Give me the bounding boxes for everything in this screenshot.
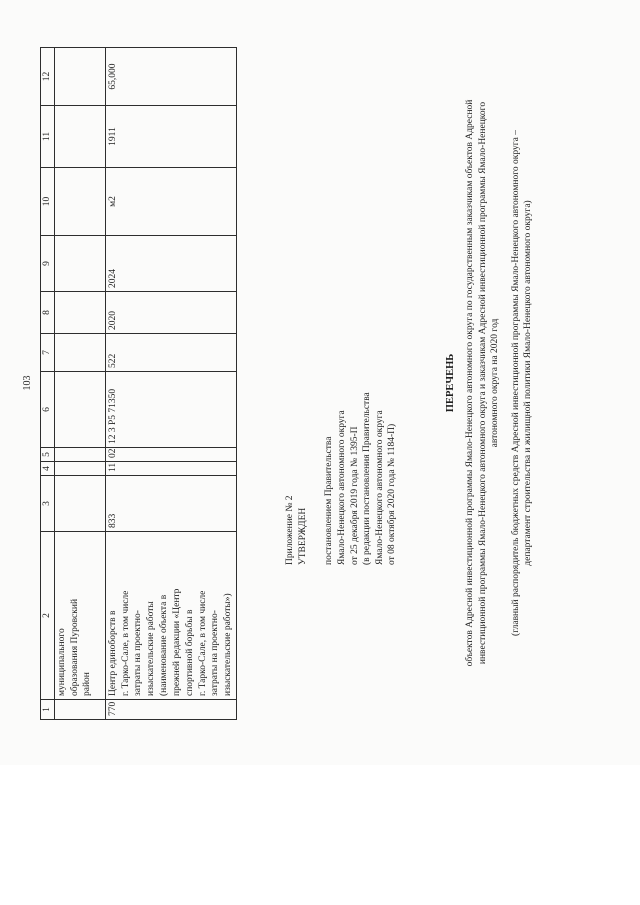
text-line: изыскательские работы [146,600,157,696]
empty-cell [54,47,105,105]
column-number: 9 [41,235,55,291]
text-line: (наименование объекта в [159,594,170,696]
title-line: инвестиционной программы Ямало-Ненецкого автономного округа и заказчикам Адресной инвестиционной программы Ямало-Ненецкого [477,101,488,664]
title-line: объектов Адресной инвестиционной программы Ямало-Ненецкого автономного округа по государственным заказчикам объектов Адресной [464,99,475,666]
empty-cell [54,235,105,291]
column-number: 1 [41,699,55,719]
column-number: 4 [41,461,55,475]
column-number: 2 [41,531,55,699]
column-number: 3 [41,475,55,531]
cell-object-name [54,531,105,699]
cell-ministry-code: 833 [105,475,236,531]
cell-end-year: 2024 [105,235,236,291]
cell-start-year: 2020 [105,291,236,333]
cell-object-name [105,531,236,699]
cell-amount: 65,000 [105,47,236,105]
title-line: (главный распорядитель бюджетных средств Адресной инвестиционной программы Ямало-Ненецкого автономного округа – [510,129,521,636]
text-line: затраты на проектно- [133,609,144,696]
approval-block [284,295,399,565]
column-number: 10 [41,167,55,235]
cell-section: 11 [105,461,236,475]
cell-expense-type: 522 [105,333,236,371]
text-line: муниципального [56,627,67,696]
column-number: 11 [41,105,55,167]
approval-line: от 25 декабря 2019 года № 1395-П [349,426,360,565]
column-number: 8 [41,291,55,333]
text-line: затраты на проектно- [210,609,221,696]
cell-target-article: 12 3 P5 71350 [105,371,236,447]
objects-table [40,47,237,720]
document-title-block [444,33,535,733]
title-line: департамент строительства и жилищной политики Ямало-Ненецкого автономного округа) [523,199,534,566]
column-number: 12 [41,47,55,105]
text-line: г. Тарко-Сале, в том числе [120,590,131,696]
cell-unit: м2 [105,167,236,235]
cell-capacity: 1911 [105,105,236,167]
cell-number [54,699,105,719]
table-row [105,47,236,719]
approval-line: Ямало-Ненецкого автономного округа [336,409,347,565]
empty-cell [54,291,105,333]
rotated-page-content [22,33,600,733]
empty-cell [54,333,105,371]
text-line: г. Тарко-Сале, в том числе [197,590,208,696]
table-row [54,47,105,719]
cell-number: 770 [105,699,236,719]
column-number: 6 [41,371,55,447]
approval-line: постановлением Правительства [324,436,335,565]
empty-cell [54,167,105,235]
empty-cell [54,461,105,475]
column-number: 5 [41,447,55,461]
page-number: 103 [22,375,33,390]
empty-cell [54,371,105,447]
title-line: автономного округа на 2020 год [490,318,501,447]
text-line: спортивной борьбы в [184,609,195,696]
appendix-label: Приложение № 2 [285,494,295,565]
approval-line: (в редакции постановления Правительства [362,391,373,565]
text-line: прежней редакции «Центр [171,588,182,696]
approval-line: Ямало-Ненецкого автономного округа [374,409,385,565]
column-number: 7 [41,333,55,371]
text-line: район [82,671,93,696]
cell-subsection: 02 [105,447,236,461]
text-line: образования Пуровский [69,598,80,696]
empty-cell [54,105,105,167]
empty-cell [54,475,105,531]
empty-cell [54,447,105,461]
approval-line: от 08 октября 2020 года № 1184-П) [387,423,398,565]
text-line: изыскательские работы») [223,592,234,696]
text-line: Центр единоборств в [107,610,118,696]
document-heading: ПЕРЕЧЕНЬ [445,353,456,412]
approved-label: УТВЕРЖДЕН [297,507,308,565]
table-header-row [41,47,55,719]
